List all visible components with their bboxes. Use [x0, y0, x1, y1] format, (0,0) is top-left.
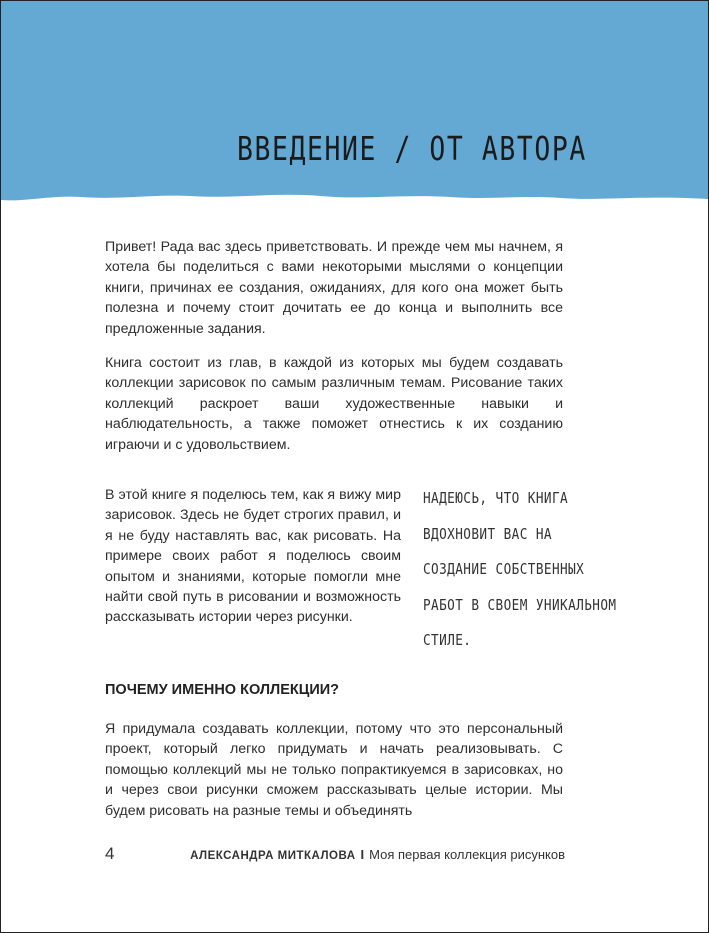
section-paragraph: Я придумала создавать коллекции, потому что это персональный проект, который легко придумать и начать реализовывать. С помощью коллекций мы не только попрактикуемся в зарисовках, но и через свои рисунки сможем рассказывать целые истории. Мы будем рисовать на разные темы и объединять [105, 721, 563, 819]
intro-paragraph-1: Привет! Рада вас здесь приветствовать. И прежде чем мы начнем, я хотела бы поделиться с вами некоторыми мыслями о концепции книги, причинах ее создания, ожиданиях, для кого она может быть полезна и почему стоит дочитать ее до конца и выполнить все предложенные задания. [105, 239, 563, 337]
author-name: АЛЕКСАНДРА МИТКАЛОВА [190, 850, 356, 862]
separator: I [360, 847, 365, 862]
intro-paragraph-3: В этой книге я поделюсь тем, как я вижу мир зарисовок. Здесь не будет строгих правил, и я не буду наставлять вас, как рисовать. На примере своих работ я поделюсь своим опытом и знаниями, которые помогли мне найти свой путь в рисовании и возможность рассказывать истории через рисунки. [105, 487, 401, 626]
chapter-title: ВВЕДЕНИЕ / ОТ АВТОРА [237, 129, 587, 168]
page-number: 4 [105, 844, 115, 863]
banner-shape [1, 1, 708, 216]
book-title: Моя первая коллекция рисунков [369, 847, 565, 862]
header-banner [1, 1, 708, 216]
handwritten-quote [423, 481, 617, 659]
quote-line: РАБОТ В СВОЕМ УНИКАЛЬНОМ [423, 595, 617, 614]
running-head [190, 847, 565, 862]
intro-paragraph-2: Книга состоит из глав, в каждой из которых мы будем создавать коллекции зарисовок по самым различным темам. Рисование таких коллекций раскроет ваши художественные навыки и наблюдательность, а также поможет отнестись к их созданию играючи и с удовольствием. [105, 355, 563, 453]
quote-line: СТИЛЕ. [423, 631, 472, 649]
quote-line: ВДОХНОВИТ ВАС НА [423, 524, 552, 543]
section-heading: ПОЧЕМУ ИМЕННО КОЛЛЕКЦИИ? [105, 682, 340, 698]
quote-line: НАДЕЮСЬ, ЧТО КНИГА [423, 489, 569, 507]
quote-line: СОЗДАНИЕ СОБСТВЕННЫХ [423, 560, 585, 578]
